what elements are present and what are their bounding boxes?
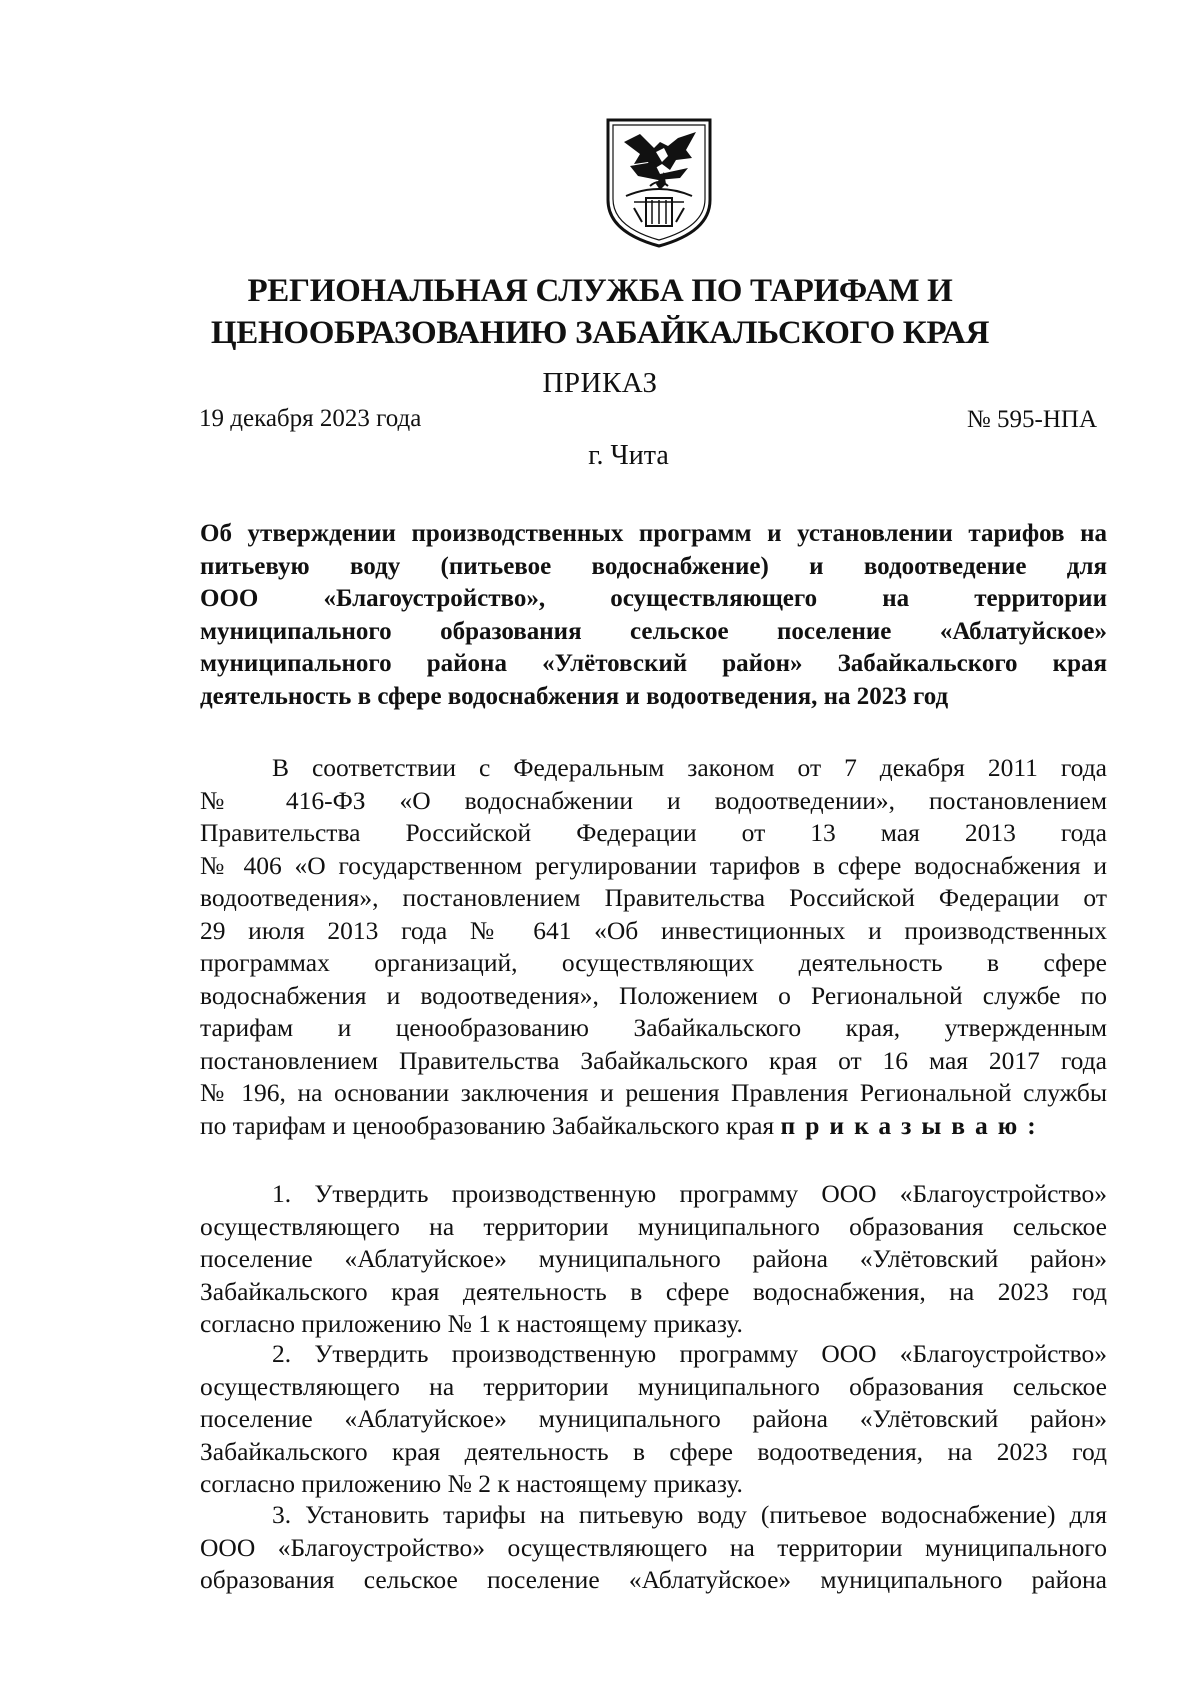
preamble-line: Правительства Российской Федерации от 13 мая 2013 года bbox=[200, 818, 1107, 847]
subject-line: Об утверждении производственных программ и установлении тарифов на bbox=[200, 520, 1107, 547]
item-line: 1. Утвердить производственную программу ООО «Благоустройство» bbox=[272, 1179, 1107, 1208]
item-line: 3. Установить тарифы на питьевую воду (питьевое водоснабжение) для bbox=[272, 1500, 1107, 1529]
order-item-2 bbox=[200, 1338, 1107, 1501]
item-line: поселение «Аблатуйское» муниципального района «Улётовский район» bbox=[200, 1244, 1107, 1273]
preamble-line: № 196, на основании заключения и решения Правления Региональной службы bbox=[200, 1078, 1107, 1107]
preamble-paragraph bbox=[200, 752, 1107, 1142]
preamble-line: программах организаций, осуществляющих деятельность в сфере bbox=[200, 948, 1107, 977]
order-item-1 bbox=[200, 1178, 1107, 1341]
document-date: 19 декабря 2023 года bbox=[199, 405, 422, 432]
item-line: Забайкальского края деятельность в сфере водоотведения, на 2023 год bbox=[200, 1436, 1107, 1466]
item-line: согласно приложению № 2 к настоящему приказу. bbox=[200, 1469, 743, 1498]
preamble-line: 29 июля 2013 года № 641 «Об инвестиционных и производственных bbox=[200, 915, 1107, 945]
preamble-line-last bbox=[200, 1110, 1107, 1143]
subject-line: муниципального образования сельское поселение «Аблатуйское» bbox=[200, 617, 1107, 645]
coat-of-arms-icon bbox=[604, 116, 714, 250]
preamble-line: № 416-ФЗ «О водоснабжении и водоотведении», постановлением bbox=[200, 785, 1107, 815]
subject-line: деятельность в сфере водоснабжения и водоотведения, на 2023 год bbox=[200, 682, 949, 710]
agency-name-line-2: ЦЕНООБРАЗОВАНИЮ ЗАБАЙКАЛЬСКОГО КРАЯ bbox=[210, 315, 990, 351]
item-line: образования сельское поселение «Аблатуйское» муниципального района bbox=[200, 1565, 1107, 1594]
subject-line: ООО «Благоустройство», осуществляющего на территории bbox=[200, 585, 1107, 612]
preamble-line: водоотведения», постановлением Правительства Российской Федерации от bbox=[200, 883, 1107, 912]
document-number: № 595-НПА bbox=[966, 406, 1097, 433]
preamble-line: тарифам и ценообразованию Забайкальского края, утвержденным bbox=[200, 1013, 1107, 1042]
document-type: ПРИКАЗ bbox=[542, 367, 658, 399]
agency-name bbox=[150, 270, 1050, 354]
preamble-last-text: по тарифам и ценообразованию Забайкальского края bbox=[200, 1110, 775, 1140]
item-line: ООО «Благоустройство» осуществляющего на территории муниципального bbox=[200, 1532, 1107, 1562]
item-line: осуществляющего на территории муниципального образования сельское bbox=[200, 1211, 1107, 1241]
document-city: г. Чита bbox=[588, 440, 669, 471]
order-item-3 bbox=[200, 1499, 1107, 1597]
preamble-line: водоснабжения и водоотведения», Положением о Региональной службе по bbox=[200, 980, 1107, 1010]
agency-name-line-1: РЕГИОНАЛЬНАЯ СЛУЖБА ПО ТАРИФАМ И bbox=[247, 273, 953, 309]
item-line: осуществляющего на территории муниципального образования сельское bbox=[200, 1371, 1107, 1401]
preamble-line: В соответствии с Федеральным законом от 7 декабря 2011 года bbox=[272, 753, 1107, 782]
subject-line: питьевую воду (питьевое водоснабжение) и водоотведение для bbox=[200, 552, 1107, 580]
preamble-line: постановлением Правительства Забайкальского края от 16 мая 2017 года bbox=[200, 1045, 1107, 1075]
item-line: 2. Утвердить производственную программу ООО «Благоустройство» bbox=[272, 1339, 1107, 1368]
item-line: согласно приложению № 1 к настоящему приказу. bbox=[200, 1309, 743, 1338]
preamble-line: № 406 «О государственном регулировании тарифов в сфере водоснабжения и bbox=[200, 850, 1107, 880]
order-word: приказываю: bbox=[780, 1110, 1046, 1140]
item-line: поселение «Аблатуйское» муниципального района «Улётовский район» bbox=[200, 1404, 1107, 1433]
document-subject bbox=[200, 518, 1107, 713]
subject-line: муниципального района «Улётовский район» Забайкальского края bbox=[200, 650, 1107, 677]
item-line: Забайкальского края деятельность в сфере водоснабжения, на 2023 год bbox=[200, 1276, 1107, 1306]
